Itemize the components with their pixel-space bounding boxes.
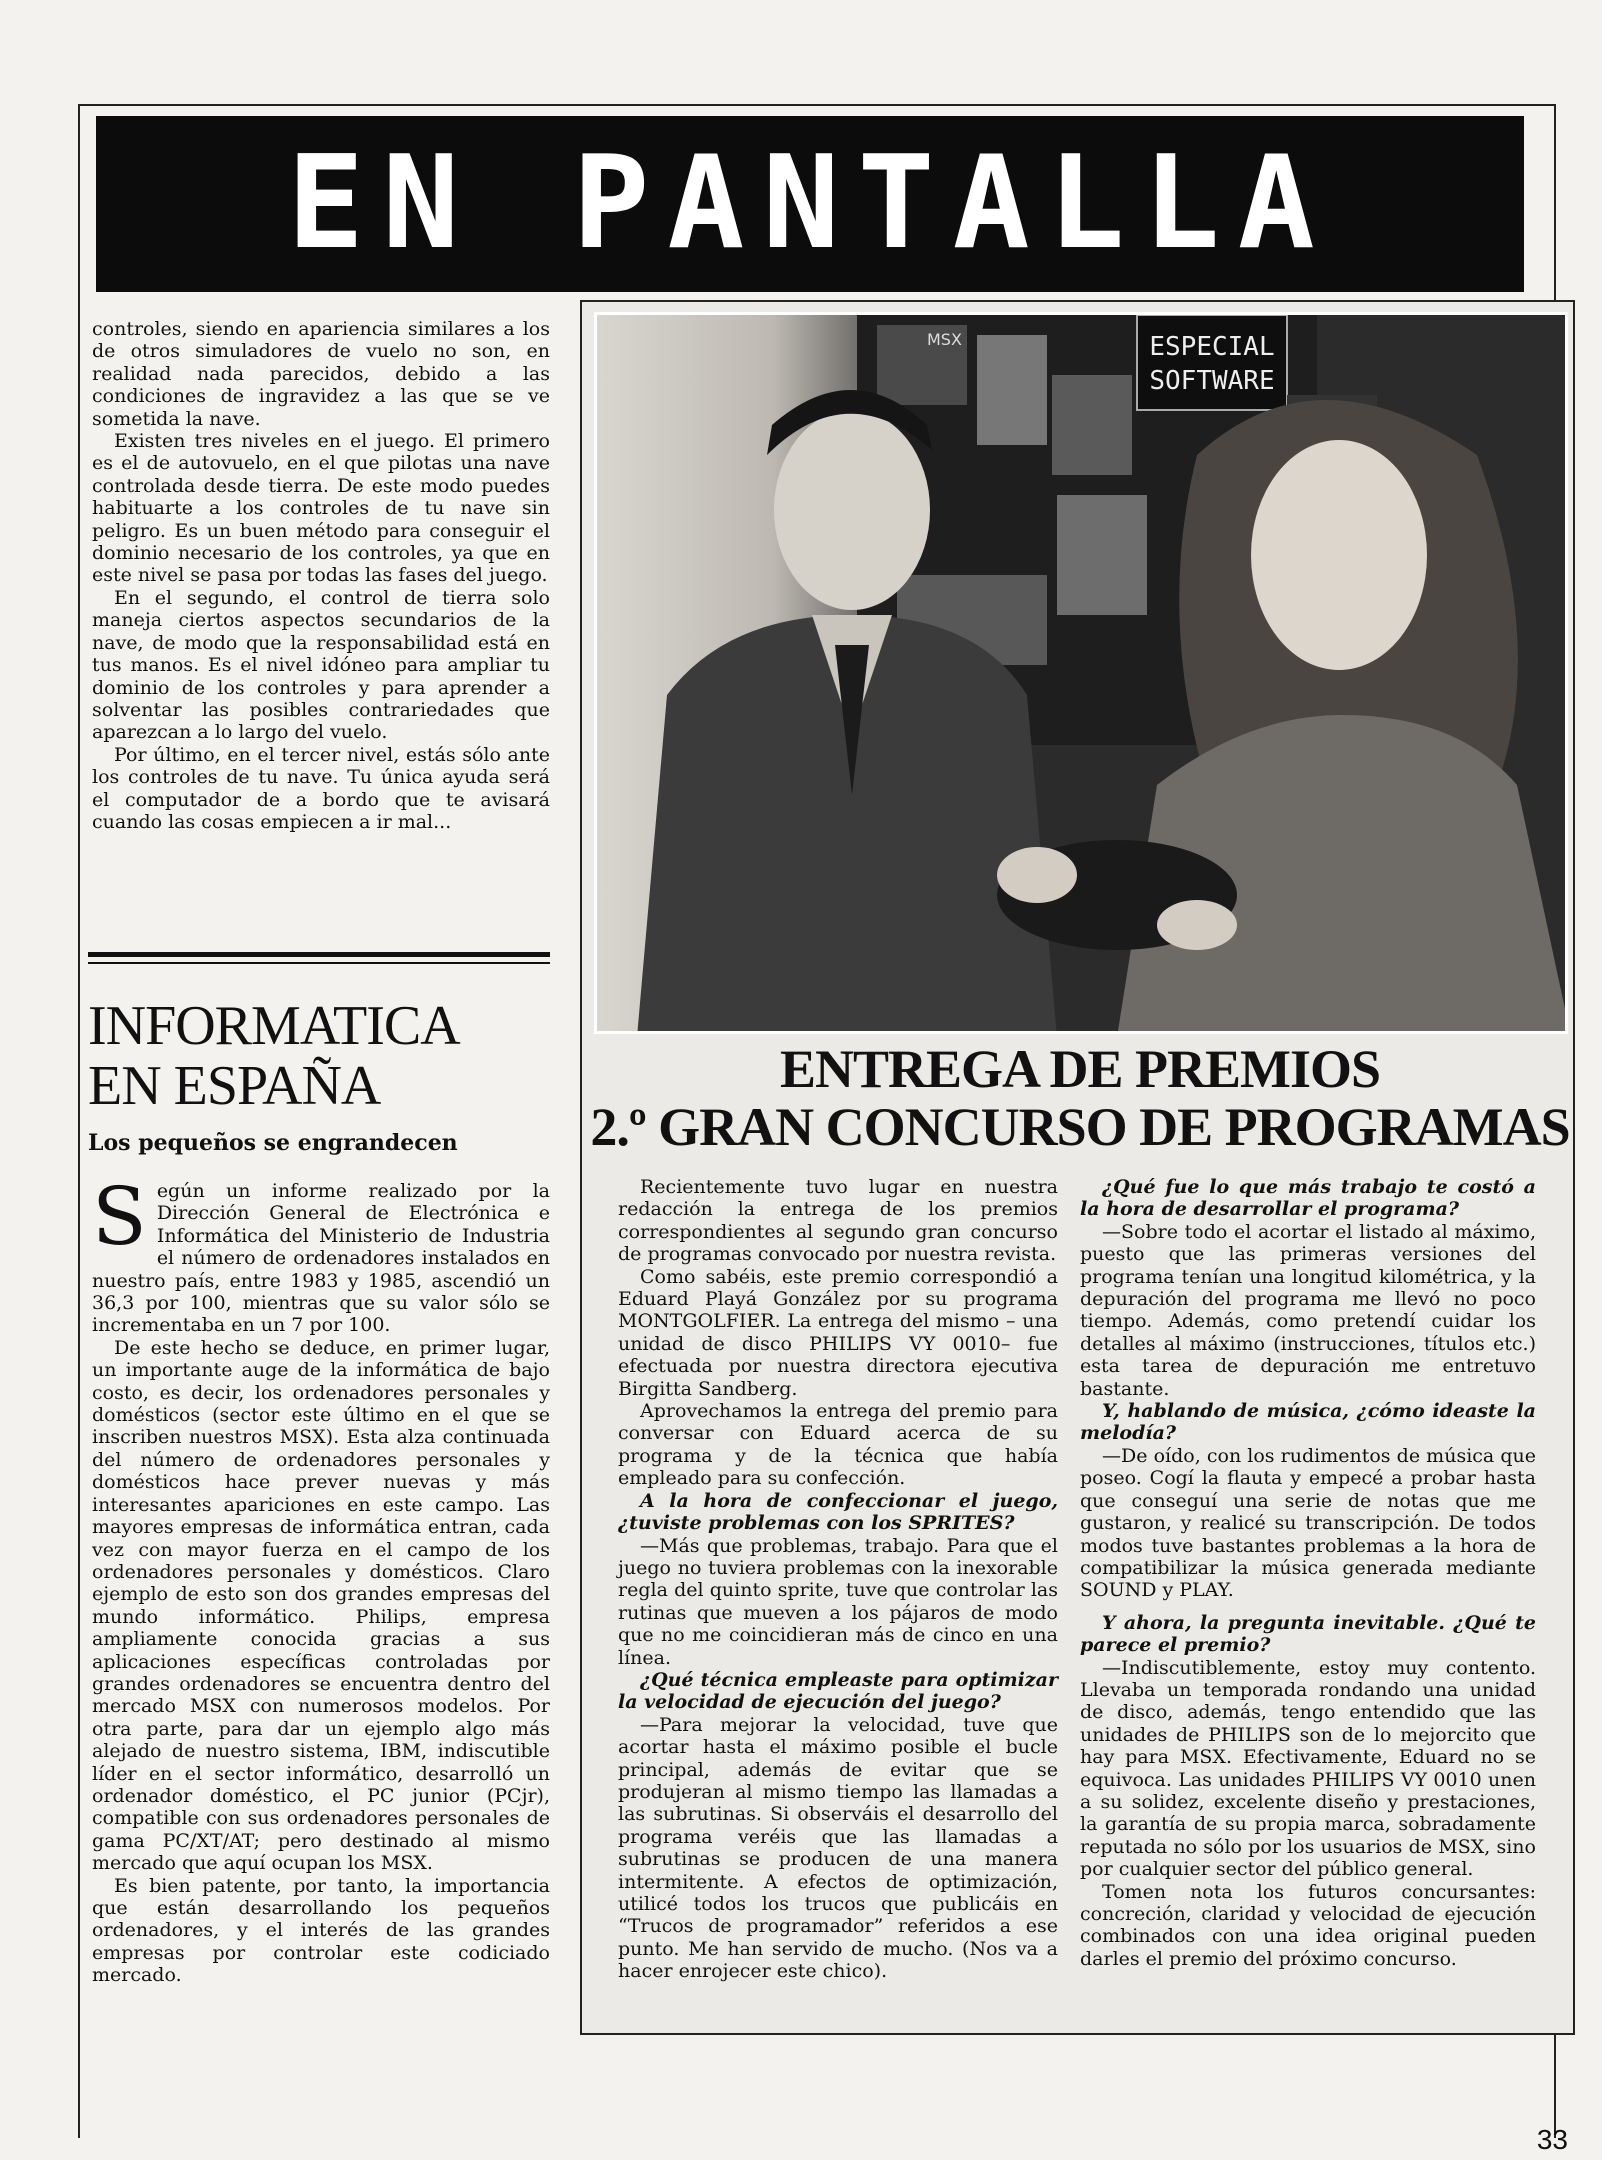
title-line: INFORMATICA <box>88 995 460 1057</box>
left-column-top <box>92 318 550 833</box>
poster-text: MSX <box>927 330 962 349</box>
interview-answer: —Sobre todo el acortar el listado al máximo, puesto que las primeras versiones del programa tenían una longitud kilométrica, y la depuración del programa me llevó no poco tiempo. Además, como pretendí cuidar los detalles al máximo (instrucciones, títulos etc.) esta tarea de depuración me entretuvo bastante. <box>1080 1220 1536 1400</box>
award-photo <box>594 312 1568 1034</box>
paragraph: controles, siendo en apariencia similares a los de otros simuladores de vuelo no son, en realidad nada parecidos, debido a las condiciones de ingravidez a las que se ve sometida la nave. <box>92 318 550 430</box>
interview-question: Y, hablando de música, ¿cómo ideaste la melodía? <box>1080 1400 1536 1445</box>
paragraph: Recientemente tuvo lugar en nuestra redacción la entrega de los premios correspondientes al segundo gran concurso de programas convocado por nuestra revista. <box>618 1176 1058 1266</box>
title-line: EN ESPAÑA <box>88 1055 381 1117</box>
interview-answer: —De oído, con los rudimentos de música que poseo. Cogí la flauta y empecé a probar hasta que conseguí una serie de notas que me gustaron, y realicé su transcripción. De todos modos tuve bastantes problemas a la hora de compatibilizar la música generada mediante SOUND y PLAY. <box>1080 1444 1536 1602</box>
paragraph: De este hecho se deduce, en primer lugar, un importante auge de la informática de bajo costo, es decir, los ordenadores personales y domésticos (sector este último en el que se inscriben nuestros MSX). Esta alza continuada del número de ordenadores personales y domésticos hace prever nuevas y más interesantes apariciones en este campo. Las mayores empresas de informática entran, cada vez con mayor fuerza en el campo de los ordenadores personales y domésticos. Claro ejemplo de esto son dos grandes empresas del mundo informático. Philips, empresa ampliamente conocida gracias a sus aplicaciones específicas controladas por grandes ordenadores se encuentra dentro del mercado MSX con numerosos modelos. Por otra parte, para dar un ejemplo algo más alejado de nuestro sistema, IBM, indiscutible líder en el sector informático, desarrolló un ordenador doméstico, el PC junior (PCjr), compatible con sus ordenadores personales de gama PC/XT/AT; pero destinado al mismo mercado que aquí ocupan los MSX. <box>92 1336 550 1875</box>
section-banner <box>96 116 1524 292</box>
paragraph <box>92 1170 550 1337</box>
article-subtitle: Los pequeños se engrandecen <box>88 1130 458 1156</box>
interview-question: ¿Qué técnica empleaste para optimizar la velocidad de ejecución del juego? <box>618 1668 1058 1714</box>
photo-illustration <box>597 315 1568 1034</box>
paragraph: Existen tres niveles en el juego. El primero es el de autovuelo, en el que pilotas una nave controlada desde tierra. De este modo puedes habituarte a los controles de tu nave sin peligro. Es un buen método para conseguir el dominio necesario de los controles, ya que en este nivel se pasa por todas las fases del juego. <box>92 430 550 587</box>
paragraph-text: egún un informe realizado por la Dirección General de Electrónica e Informática del Ministerio de Industria el número de ordenadores instalados en nuestro país, entre 1983 y 1985, ascendió un 36,3 por 100, mientras que su valor sólo se incrementaba en un 7 por 100. <box>92 1180 550 1337</box>
awards-column-right <box>1080 1176 1536 1970</box>
poster-text: ESPECIAL <box>1149 332 1275 362</box>
drop-cap: S <box>92 1170 147 1263</box>
informatica-body <box>92 1170 550 1987</box>
interview-question: ¿Qué fue lo que más trabajo te costó a la hora de desarrollar el programa? <box>1080 1176 1536 1221</box>
awards-subtitle: 2.º GRAN CONCURSO DE PROGRAMAS <box>590 1097 1570 1157</box>
banner-title: EN PANTALLA <box>287 129 1333 278</box>
page-number: 33 <box>1536 2124 1568 2155</box>
interview-answer: —Indiscutiblemente, estoy muy contento. Llevaba un temporada rondando una unidad de disco, además, tengo entendido que las unidades de PHILIPS son de lo mejorcito que hay para MSX. Efectivamente, Eduard no se equivoca. Las unidades PHILIPS VY 0010 unen a su solidez, excelente diseño y prestaciones, la garantía de su propia marca, sobradamente reputada no sólo por los usuarios de MSX, sino por cualquier sector del público general. <box>1080 1656 1536 1881</box>
paragraph: Es bien patente, por tanto, la importancia que están desarrollando los pequeños ordenadores, y el interés de las grandes empresas por controlar este codiciado mercado. <box>92 1874 550 1987</box>
poster-text: SOFTWARE <box>1149 366 1275 396</box>
interview-answer: —Para mejorar la velocidad, tuve que acortar hasta el máximo posible el bucle principal, además de evitar que se produjeran al mismo tiempo las llamadas a las subrutinas. Si observáis el desarrollo del programa veréis que las llamadas a subrutinas se producen de una manera intermitente. A efectos de optimización, utilicé todos los trucos que publicáis en “Trucos de programador” referidos a ese punto. Me han servido de mucho. (Nos va a hacer enrojecer este chico). <box>618 1713 1058 1983</box>
paragraph: En el segundo, el control de tierra solo maneja ciertos aspectos secundarios de la nave, de modo que la responsabilidad está en tus manos. Es el nivel idóneo para ampliar tu dominio de los controles y para aprender a solventar las posibles contrariedades que aparezcan a lo largo del vuelo. <box>92 586 550 744</box>
paragraph: Por último, en el tercer nivel, estás sólo ante los controles de tu nave. Tu única ayuda será el computador de a bordo que te avisará cuando las cosas empiecen a ir mal... <box>92 743 550 833</box>
interview-question: Y ahora, la pregunta inevitable. ¿Qué te parece el premio? <box>1080 1611 1536 1657</box>
article-title <box>88 996 558 1116</box>
paragraph: Como sabéis, este premio correspondió a Eduard Playá González por su programa MONTGOLFIER. La entrega del mismo – una unidad de disco PHILIPS VY 0010– fue efectuada por nuestra directora ejecutiva Birgitta Sandberg. <box>618 1265 1058 1400</box>
interview-question: A la hora de confeccionar el juego, ¿tuviste problemas con los SPRITES? <box>618 1489 1058 1535</box>
closing-paragraph: Tomen nota los futuros concursantes: concreción, claridad y velocidad de ejecución combinados con una idea original pueden darles el premio del próximo concurso. <box>1080 1880 1536 1970</box>
paragraph: Aprovechamos la entrega del premio para conversar con Eduard acerca de su programa y de la técnica que había empleado para su confección. <box>618 1400 1058 1490</box>
divider <box>88 952 550 957</box>
awards-column-left <box>618 1176 1058 1983</box>
awards-title: ENTREGA DE PREMIOS <box>779 1039 1381 1099</box>
interview-answer: —Más que problemas, trabajo. Para que el juego no tuviera problemas con la inexorable regla del quinto sprite, tuve que controlar las rutinas que mueven a los pájaros de modo que no me coincidieran más de cinco en una línea. <box>618 1534 1058 1669</box>
divider <box>88 962 550 964</box>
